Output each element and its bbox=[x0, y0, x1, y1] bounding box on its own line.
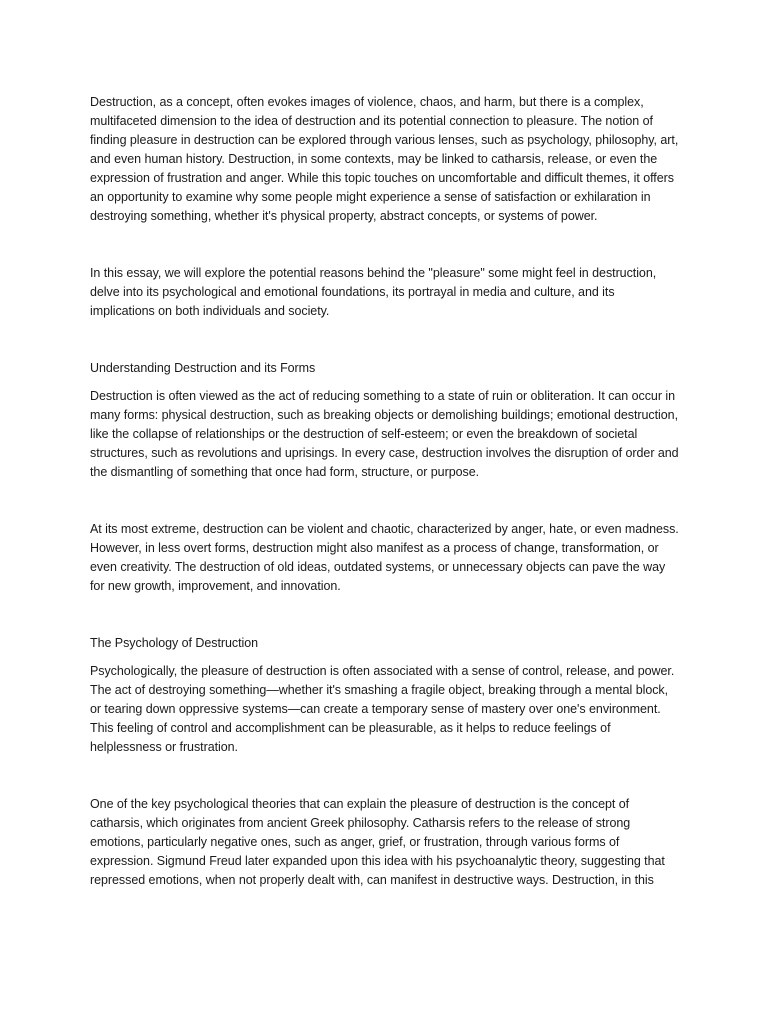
paragraph-destruction-forms: Destruction is often viewed as the act of reducing something to a state of ruin or obliteration. It can occur in many forms: physical destruction, such as breaking objects or demolishing buildings; emotional destruction, like the collapse of relationships or the destruction of self-esteem; or even the breakdown of societal structures, such as revolutions and uprisings. In every case, destruction involves the disruption of order and the dismantling of something that once had form, structure, or purpose. bbox=[90, 389, 679, 479]
paragraph-spacer bbox=[90, 596, 682, 634]
paragraph-psychology: Psychologically, the pleasure of destruction is often associated with a sense of control, release, and power. The act of destroying something—whether it's smashing a fragile object, breaking through a mental block, or tearing down oppressive systems—can create a temporary sense of mastery over one's environment. This feeling of control and accomplishment can be pleasurable, as it helps to reduce feelings of helplessness or frustration. bbox=[90, 664, 675, 754]
paragraph-spacer bbox=[90, 482, 682, 520]
paragraph-spacer bbox=[90, 757, 682, 795]
paragraph-spacer bbox=[90, 321, 682, 359]
document-body bbox=[90, 93, 682, 890]
paragraph-essay-outline: In this essay, we will explore the potential reasons behind the "pleasure" some might feel in destruction, delve into its psychological and emotional foundations, its portrayal in media and culture, and its implications on both individuals and society. bbox=[90, 266, 657, 318]
heading-spacer bbox=[90, 653, 682, 662]
paragraph-intro: Destruction, as a concept, often evokes images of violence, chaos, and harm, but there is a complex, multifaceted dimension to the idea of destruction and its potential connection to pleasure. The notion of finding pleasure in destruction can be explored through various lenses, such as psychology, philosophy, art, and even human history. Destruction, in some contexts, may be linked to catharsis, release, or even the expression of frustration and anger. While this topic touches on uncomfortable and difficult themes, it offers an opportunity to examine why some people might experience a sense of satisfaction or exhilaration in destroying something, whether it's physical property, abstract concepts, or systems of power. bbox=[90, 95, 679, 223]
paragraph-catharsis: One of the key psychological theories that can explain the pleasure of destruction is the concept of catharsis, which originates from ancient Greek philosophy. Catharsis refers to the release of strong emotions, particularly negative ones, such as anger, grief, or frustration, through various forms of expression. Sigmund Freud later expanded upon this idea with his psychoanalytic theory, suggesting that repressed emotions, when not properly dealt with, can manifest in destructive ways. Destruction, in this bbox=[90, 797, 665, 887]
section-heading-psychology: The Psychology of Destruction bbox=[90, 636, 259, 650]
section-heading-understanding-destruction: Understanding Destruction and its Forms bbox=[90, 361, 316, 375]
paragraph-spacer bbox=[90, 226, 682, 264]
heading-spacer bbox=[90, 378, 682, 387]
paragraph-extreme-destruction: At its most extreme, destruction can be violent and chaotic, characterized by anger, hate, or even madness. However, in less overt forms, destruction might also manifest as a process of change, transformation, or even creativity. The destruction of old ideas, outdated systems, or unnecessary objects can pave the way for new growth, improvement, and innovation. bbox=[90, 522, 679, 593]
